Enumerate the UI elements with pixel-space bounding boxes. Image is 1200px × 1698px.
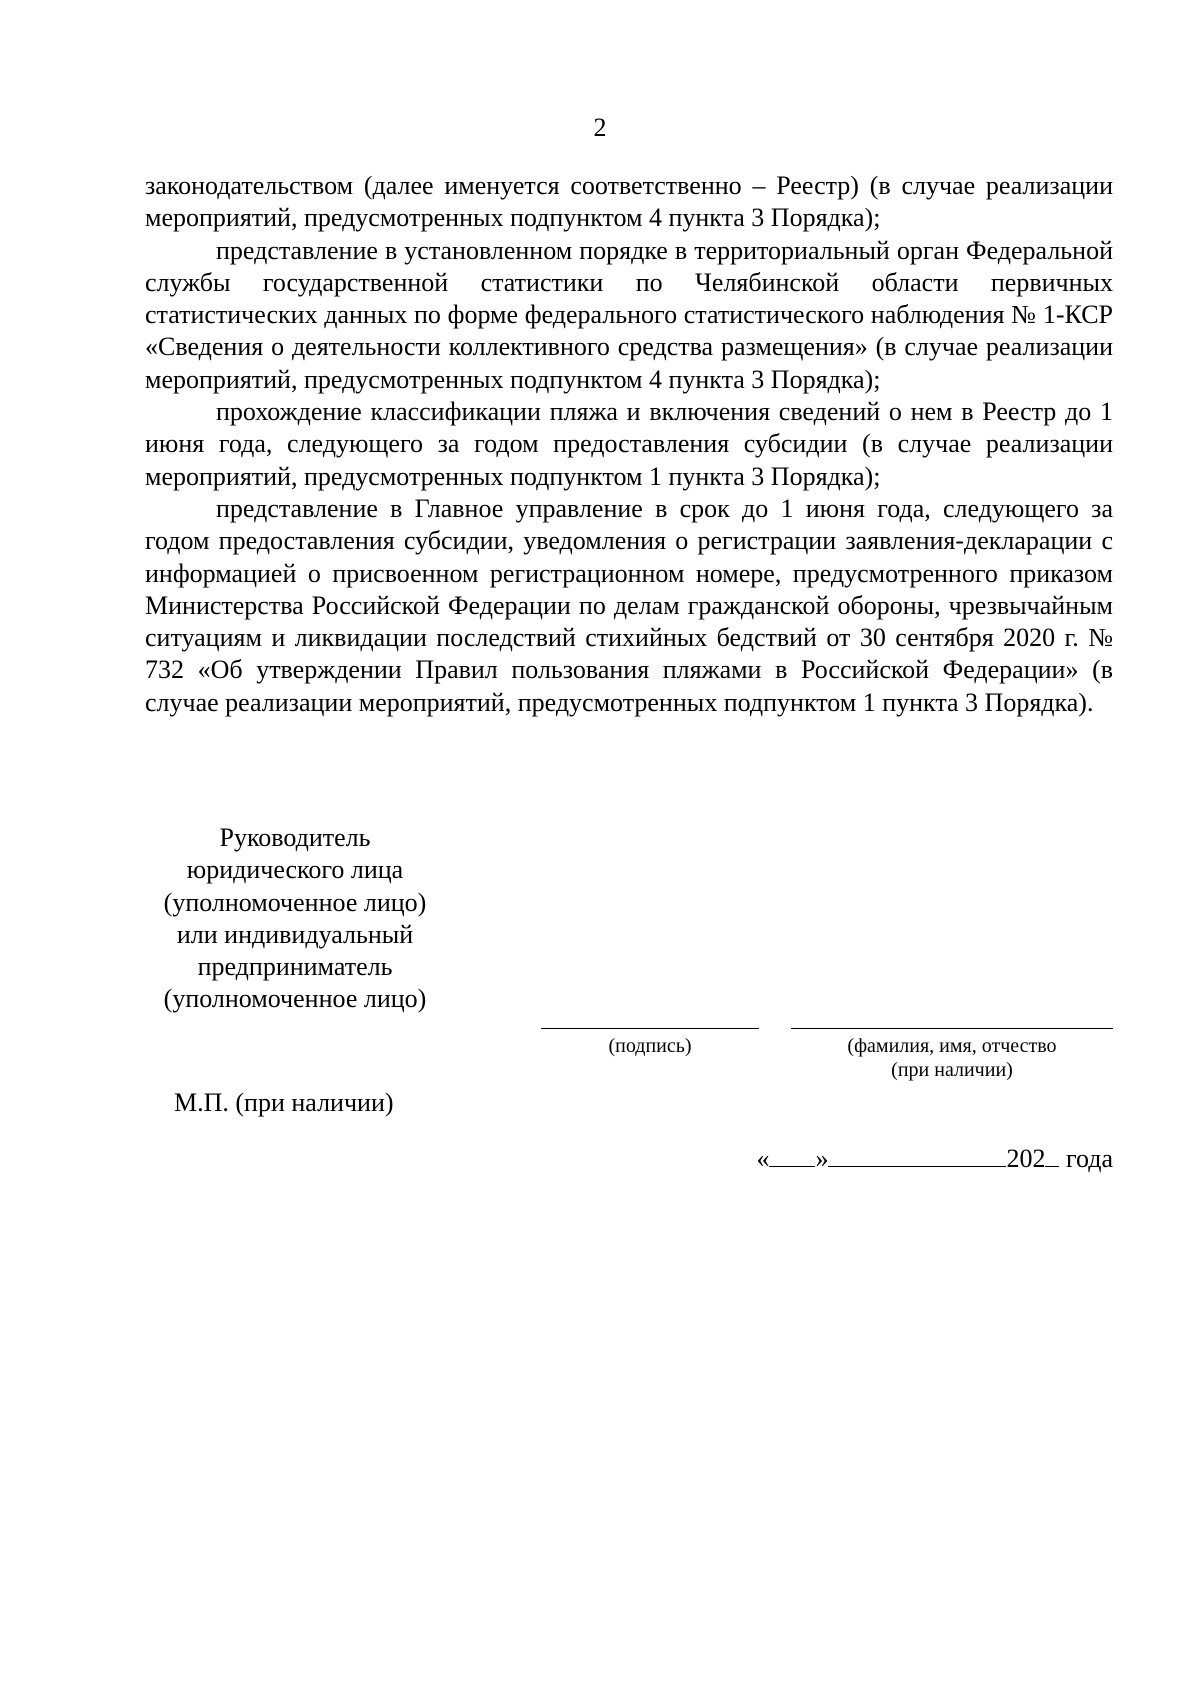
signature-caption: (подпись) <box>608 1035 692 1057</box>
date-line <box>756 1142 1113 1175</box>
signer-title-block <box>130 822 460 1016</box>
signer-line: юридического лица <box>186 855 404 885</box>
paragraph-statistics-report: представление в установленном порядке в территориальный орган Федеральной службы государственной статистики по Челябинской области первичных статистических данных по форме федерального статистического наблюдения № 1-КСР «Сведения о деятельности коллективного средства размещения» (в случае реализации мероприятий, предусмотренных подпунктом 4 пункта 3 Порядка); <box>145 235 1113 394</box>
date-open-quote: « <box>756 1144 770 1173</box>
document-body <box>145 170 1113 719</box>
month-blank <box>828 1142 1006 1167</box>
year-prefix: 202 <box>1006 1144 1046 1173</box>
paragraph-declaration-notice: представление в Главное управление в срок до 1 июня года, следующего за годом предоставления субсидии, уведомления о регистрации заявления-декларации с информацией о присвоенном регистрационном номере, предусмотренного приказом Министерства Российской Федерации по делам гражданской обороны, чрезвычайным ситуациям и ликвидации последствий стихийных бедствий от 30 сентября 2020 г. № 732 «Об утверждении Правил пользования пляжами в Российской Федерации» (в случае реализации мероприятий, предусмотренных подпунктом 1 пункта 3 Порядка). <box>145 493 1113 717</box>
full-name-caption-line: (при наличии) <box>891 1059 1013 1081</box>
full-name-caption <box>791 1034 1113 1082</box>
year-digit-blank <box>1045 1142 1059 1167</box>
paragraph-beach-classification: прохождение классификации пляжа и включения сведений о нем в Реестр до 1 июня года, следующего за годом предоставления субсидии (в случае реализации мероприятий, предусмотренных подпунктом 1 пункта 3 Порядка); <box>145 397 1113 491</box>
full-name-caption-line: (фамилия, имя, отчество <box>847 1035 1057 1057</box>
signer-line: (уполномоченное лицо) <box>163 984 427 1014</box>
signature-blank-line <box>541 1028 759 1029</box>
signer-line: или индивидуальный <box>176 919 414 949</box>
day-blank <box>769 1142 815 1167</box>
signer-line: Руководитель <box>219 823 371 852</box>
page-number: 2 <box>593 113 607 142</box>
signer-line: предприниматель <box>197 952 393 982</box>
stamp-placeholder: М.П. (при наличии) <box>174 1088 394 1117</box>
date-suffix: года <box>1059 1144 1113 1173</box>
full-name-blank-line <box>791 1028 1113 1029</box>
signer-line: (уполномоченное лицо) <box>163 887 427 917</box>
paragraph-registry-continuation: законодательством (далее именуется соответственно – Реестр) (в случае реализации мероприятий, предусмотренных подпунктом 4 пункта 3 Порядка); <box>145 171 1113 233</box>
date-close-quote: » <box>815 1144 829 1173</box>
